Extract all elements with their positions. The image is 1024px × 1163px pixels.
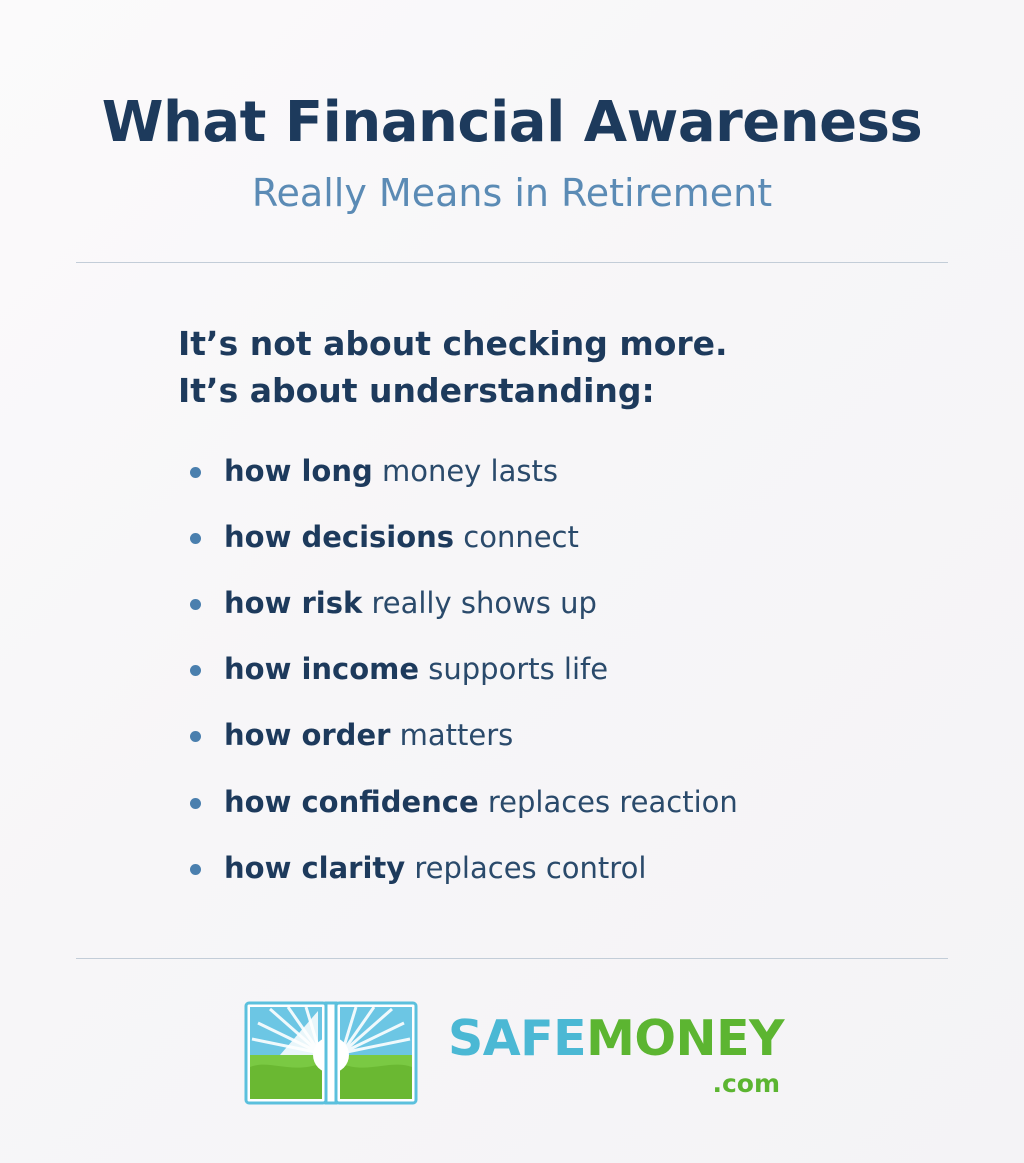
list-item-strong: how income (224, 652, 420, 687)
list-item-strong: how order (224, 718, 391, 753)
bullet-icon (190, 864, 201, 875)
lead-line-2: It’s about understanding: (178, 371, 655, 411)
logo-safe-text: SAFE (447, 1010, 587, 1067)
list-item-rest: money lasts (372, 454, 558, 489)
bullet-icon (190, 533, 201, 544)
list-item (186, 850, 948, 887)
list-item-rest: replaces reaction (478, 784, 738, 819)
list-item-rest: replaces control (405, 850, 647, 885)
open-book-sunrise-icon (240, 993, 422, 1117)
bullet-icon (190, 665, 201, 676)
list-item (186, 585, 948, 622)
lead-line-1: It’s not about checking more. (178, 324, 728, 364)
list-item (186, 453, 948, 490)
list-item (186, 717, 948, 754)
page-subtitle: Really Means in Retirement (251, 170, 773, 215)
list-item-rest: really shows up (362, 586, 597, 621)
divider-top (76, 262, 948, 263)
list-item-strong: how confidence (224, 784, 479, 819)
lead-paragraph (76, 321, 948, 415)
bullet-icon (190, 467, 201, 478)
logo-com-text: .com (712, 1069, 781, 1098)
logo-wordmark (447, 1010, 785, 1098)
flex-spacer (76, 916, 948, 958)
list-item-strong: how decisions (224, 520, 455, 555)
footer-logo (76, 959, 948, 1123)
awareness-list (76, 453, 948, 916)
logo-words (447, 1010, 785, 1067)
list-item-strong: how long (224, 454, 373, 489)
list-item-rest: matters (390, 718, 514, 753)
list-item (186, 519, 948, 556)
list-item (186, 784, 948, 821)
list-item-rest: connect (454, 520, 579, 555)
page-title: What Financial Awareness (101, 90, 923, 155)
bullet-icon (190, 599, 201, 610)
bullet-icon (190, 798, 201, 809)
list-item-strong: how risk (224, 586, 363, 621)
bullet-icon (190, 731, 201, 742)
list-item (186, 651, 948, 688)
list-item-strong: how clarity (224, 850, 406, 885)
list-item-rest: supports life (419, 652, 609, 687)
logo-money-text: MONEY (586, 1010, 785, 1067)
